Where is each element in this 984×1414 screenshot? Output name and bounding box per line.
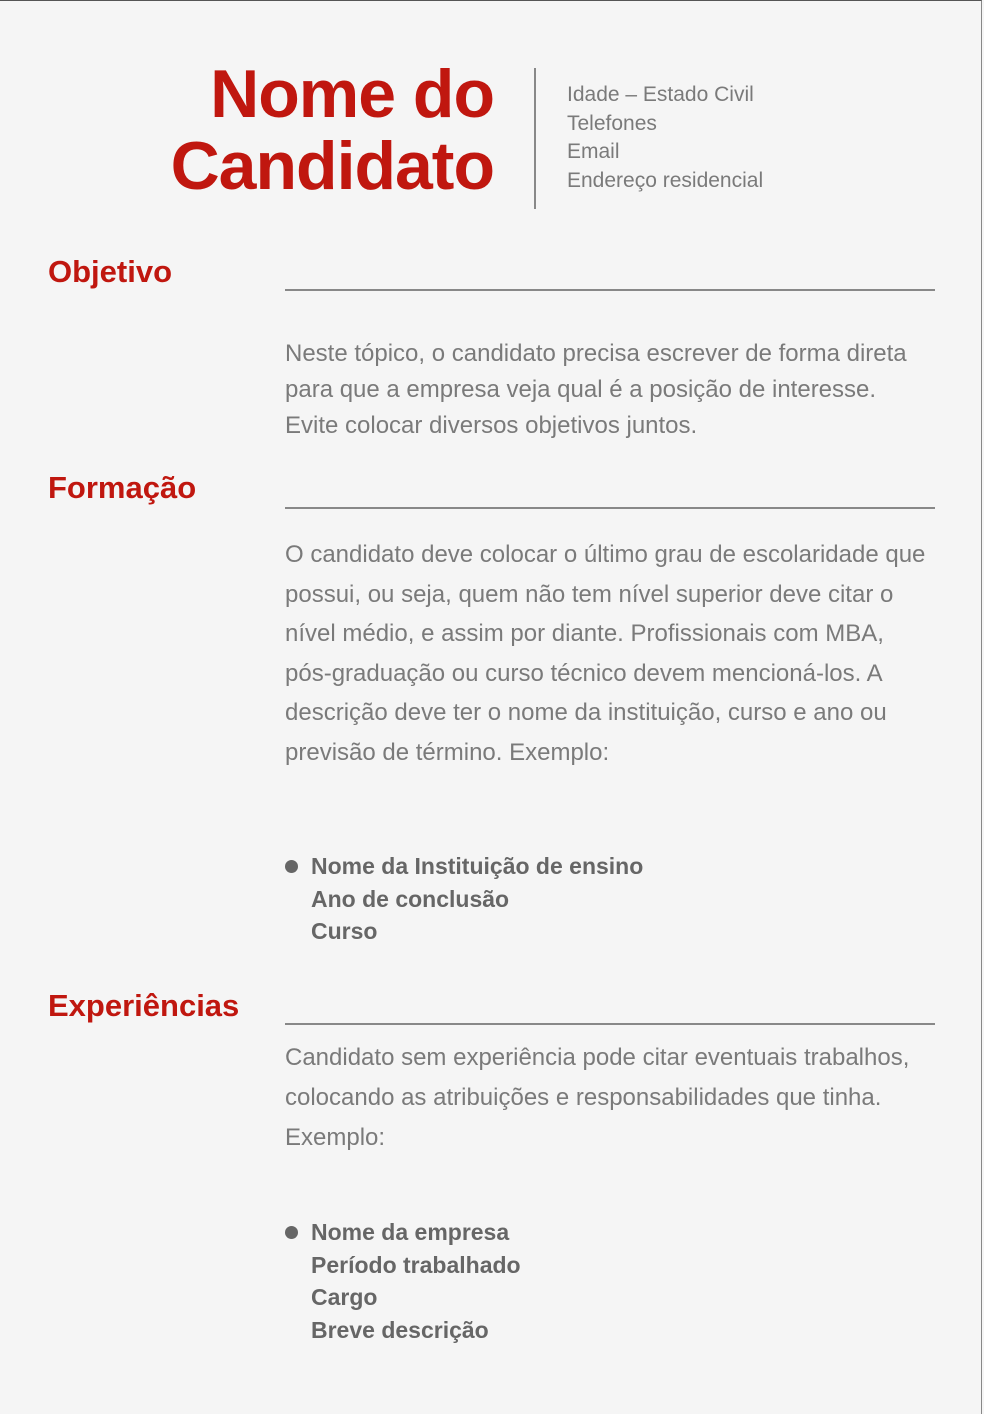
list-item — [285, 850, 643, 948]
section-rule — [285, 507, 935, 509]
bullet-line: Curso — [311, 918, 378, 944]
bullet-icon — [285, 860, 298, 873]
bullet-line: Nome da empresa — [311, 1219, 510, 1245]
section-heading-formacao: Formação — [48, 470, 197, 505]
list-item — [285, 1216, 521, 1346]
bullet-line: Breve descrição — [311, 1316, 489, 1343]
bullet-line: Período trabalhado — [311, 1251, 521, 1278]
contact-phones: Telefones — [567, 111, 657, 135]
contact-age-status: Idade – Estado Civil — [567, 83, 754, 106]
objetivo-paragraph: Neste tópico, o candidato precisa escrever de forma direta para que a empresa veja qual é a posição de interesse. Evite colocar diversos objetivos juntos. — [285, 340, 907, 439]
bullet-line: Ano de conclusão — [311, 885, 510, 912]
formacao-paragraph: O candidato deve colocar o último grau de escolaridade que possui, ou seja, quem não tem nível superior deve citar o nível médio, e assim por diante. Profissionais com MBA, pós-graduação ou curso técnico devem mencioná-los. A descrição deve ter o nome da instituição, curso e ano ou previsão de término. Exemplo: — [285, 541, 926, 766]
section-rule — [285, 289, 935, 291]
section-rule — [285, 1023, 935, 1025]
experiencias-paragraph: Candidato sem experiência pode citar eventuais trabalhos, colocando as atribuições e responsabilidades que tinha. Exemplo: — [285, 1044, 910, 1151]
section-heading-objetivo: Objetivo — [48, 254, 173, 289]
contact-info — [567, 81, 763, 195]
section-heading-experiencias: Experiências — [48, 988, 240, 1023]
contact-address: Endereço residencial — [567, 168, 764, 192]
candidate-name — [171, 58, 494, 202]
formacao-bullet-list — [285, 850, 643, 948]
contact-email: Email — [567, 140, 620, 163]
bullet-line: Nome da Instituição de ensino — [311, 853, 644, 879]
bullet-line: Cargo — [311, 1284, 378, 1310]
bullet-icon — [285, 1226, 298, 1239]
candidate-name-line: Candidato — [170, 128, 494, 204]
experiencias-bullet-list — [285, 1216, 521, 1346]
header-divider — [534, 68, 536, 209]
candidate-name-line: Nome do — [210, 56, 494, 132]
